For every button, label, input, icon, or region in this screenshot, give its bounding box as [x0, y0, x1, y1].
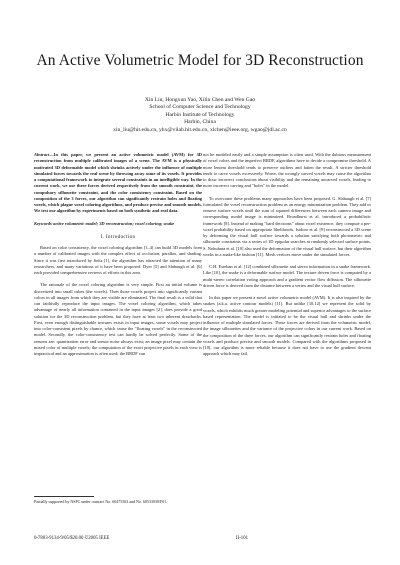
author-emails: xin_liu@hit.edu.cn, yhx@vilab.hit.edu.cn, xlchen@ieee.org, wgao@jdl.ac.cn: [113, 126, 287, 133]
affiliation-school: School of Computer Science and Technology: [149, 104, 251, 111]
author-names: Xin Liu, Hongxun Yao, Xilin Chen and Wen Gao: [144, 97, 256, 103]
keywords: Keywords-active volumetric model; 3D reconstruction; voxel coloring; snake: [34, 220, 175, 226]
right-paragraph-4: In this paper we present a novel active volumetric model (AVM). It is also inspired by the snakes (a.k.a. active contour models) [11]. But unlike [10,12] we represent the solid by voxels, which exhibits much greater modeling potential and superior advantages to the surface based representation. The model is initiated to be the visual hull and shrinks under the influence of multiple simulated forces. These forces are derived from the volumetric model, the image silhouettes and the variance of the projective colors in our current work. Based on the composition of the three forces, our algorithm can significantly restrain holes and floating voxels and produce precise and smooth models. Compared with the algorithms proposed in [10], our algorithm is more reliable because it does not have to use the gradient descent approach which may fail.: [203, 295, 371, 357]
right-paragraph-3: C.H. Esteban et al. [12] combined silhouette and stereo information in a snake framework. Like [10], the snake is a deformable surface model. The texture driven force is computed by a multi-stereo correlation voting approach and a gradient vector flow diffusion. The silhouette driven force is derived from the distance between a vertex and the visual hull surface.: [203, 264, 371, 288]
copyright-footer: 0-7803-9134-9/05/$20.00 ©2005 IEEE: [34, 536, 110, 541]
author-block: [0, 97, 400, 134]
paper-title: An Active Volumetric Model for 3D Reconstruction: [36, 52, 364, 69]
footnote-divider: [34, 496, 94, 497]
section-heading-introduction: I. Introduction: [100, 234, 136, 240]
affiliation-city: Harbin, China: [184, 119, 216, 126]
abstract: [34, 152, 202, 215]
funding-footnote: Partially supported by NSFC under contract No. 60475363 and No. 60533030/F01.: [34, 499, 168, 504]
right-paragraph-1: not be modeled easily and a simple assumption is often used. With the dubious measurement of voxel colors and the imperfect BRDF, algorithms have to decide a compromise threshold. A more lenient threshold tends to preserve outliers and fatten the result. A stricter threshold tends to carve voxels excessively. Worse, the wrongly carved voxels may cause the algorithm to draw incorrect conclusions about visibility and the remaining uncarved voxels, leading to more incorrect carving and "holes" in the model.: [203, 152, 371, 189]
right-paragraph-2: To overcome these problems many approaches have been proposed. G. Slabaugh et al. [7] formulated the voxel reconstruction problem as an energy minimization problem. They add or remove surface voxels until the sum of squared differences between each camera image and corresponding model image is minimized. Broadhurst et al. introduced a probabilistic framework [8]. Instead of making "hard decisions" about voxel existence, they compute a per-voxel probability based on appropriate likelihoods. Isidoro et al. [9] reconstructed a 3D scene by deforming the visual hull surface towards a solution satisfying both photometric and silhouette constraints via a series of 1D epipolar searches at randomly selected surface points. S. Nobuhara et al. [10] also used the deformation of the visual hull surface, but their algorithm works in a snake-like fashion [11]. Mesh vertices move under the simulated forces.: [203, 195, 371, 257]
right-column: [203, 152, 371, 364]
abstract-text: —In this paper, we present an active volumetric model (AVM) for 3D reconstruction from multiple calibrated images of a scene. The AVM is a physically motivated 3D deformable model which shrinks actively under the influence of multiple simulated forces towards the real scene by throwing away some of its voxels. It provides a computational framework to integrate several constraints in an intelligible way. In the current work, we use three forces derived respectively from the smooth constraint, the compulsory silhouette constraint, and the color consistency constraint. Based on the composition of the 3 forces, our algorithm can significantly restrain holes and floating voxels, which plague voxel coloring algorithms, and produce precise and smooth models. We test our algorithm by experiments based on both synthetic and real data.: [34, 152, 202, 214]
abstract-label: Abstract: [34, 152, 50, 157]
left-column: [34, 152, 202, 363]
intro-paragraph-2: The rationale of the voxel coloring algorithm is very simple. First an initial volume is discretized into small cubes (the voxels). Then those voxels project into significantly variant colors in all images from which they are visible are eliminated. The final result is a solid that can faithfully reproduce the input images. The voxel coloring algorithm, which takes advantage of nearly all information contained in the input images [2], does provide a good solution for the 3D reconstruction problem, but they have at least two inherent drawbacks. First, even enough distinguishable textures exists in input images, some voxels may project into color-consistent pixels by chance, which cause the "floating voxels" in the reconstructed model. Secondly, the color-consistency test can hardly be solved perfectly. Some of the reasons are: quantization error and sensor noise always exist; an image pixel may contain the mixed color of multiple voxels; the computation of the exact projective pixels in each view is impractical and an approximation is often used; the BRDF can: [34, 282, 202, 356]
affiliation-institute: Harbin Institute of Technology: [165, 111, 235, 118]
intro-paragraph-1: Based on color consistency, the voxel coloring algorithm [1–4] can build 3D models from a number of calibrated images with the complex effect of occlusion, parallax, and shading. Since it was first introduced by Seitz [1], the algorithm has attracted the attention of many researchers, and many variations of it have been proposed. Dyer [5] and Slabaugh et al. [6] each provided comprehensive reviews of efforts in this area.: [34, 245, 202, 275]
page-number: II-101: [236, 536, 248, 541]
